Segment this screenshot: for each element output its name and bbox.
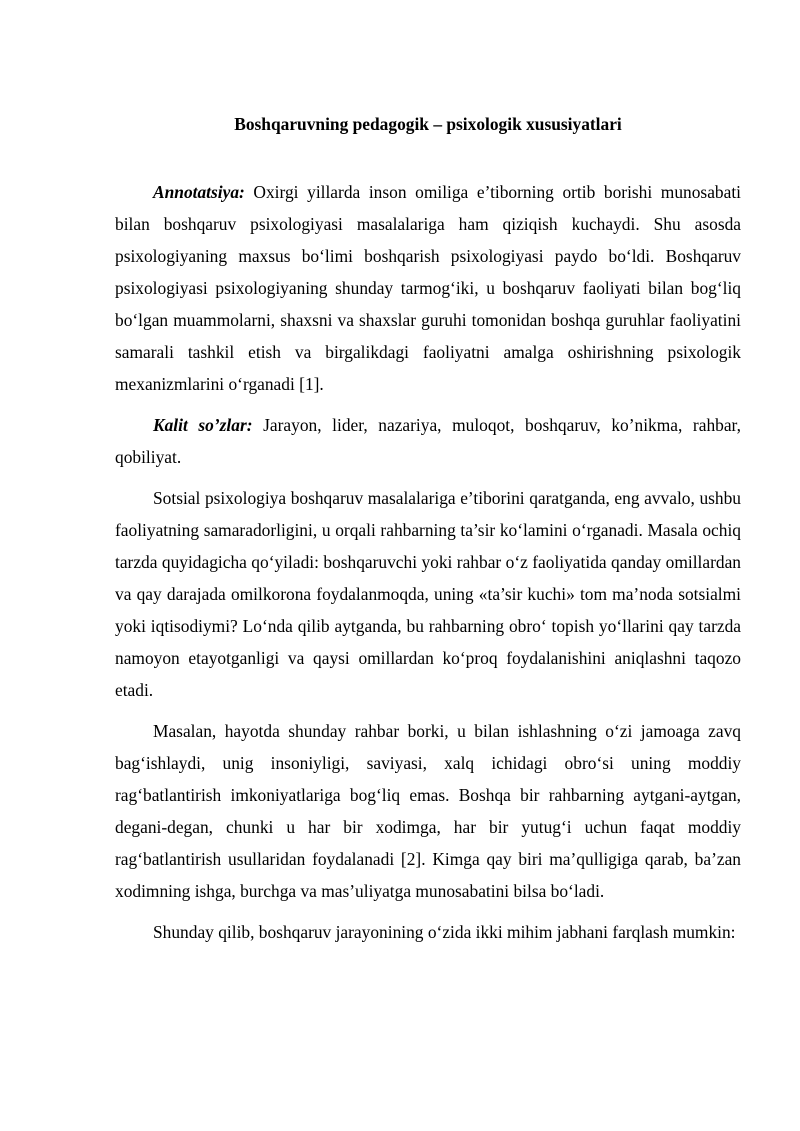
keywords-paragraph	[115, 409, 741, 473]
body-paragraph: Masalan, hayotda shunday rahbar borki, u bilan ishlashning o‘zi jamoaga zavq bag‘ishlaydi, unig insoniyligi, saviyasi, xalq ichidagi obro‘si uning moddiy rag‘batlantirish imkoniyatlariga bog‘liq emas. Boshqa bir rahbarning aytgani-aytgan, degani-degan, chunki u har bir xodimga, har bir yutug‘i uchun faqat moddiy rag‘batlantirish usullaridan foydalanadi [2]. Kimga qay biri ma’qulligiga qarab, ba’zan xodimning ishga, burchga va mas’uliyatga munosabatini bilsa bo‘ladi.	[115, 721, 741, 901]
annotation-text: Oxirgi yillarda inson omiliga e’tiborning ortib borishi munosabati bilan boshqaruv psixologiyasi masalalariga ham qiziqish kuchaydi. Shu asosda psixologiyaning maxsus bo‘limi boshqarish psixologiyasi paydo bo‘ldi. Boshqaruv psixologiyasi psixologiyaning shunday tarmog‘iki, u boshqaruv faoliyati bilan bog‘liq bo‘lgan muammolarni, shaxsni va shaxslar guruhi tomonidan boshqa guruhlar faoliyatini samarali tashkil etish va birgalikdagi faoliyatni amalga oshirishning psixologik mexanizmlarini o‘rganadi [1].	[115, 182, 741, 394]
annotation-paragraph	[115, 176, 741, 400]
annotation-label: Annotatsiya:	[153, 182, 245, 202]
body-paragraph: Shunday qilib, boshqaruv jarayonining o‘zida ikki mihim jabhani farqlash mumkin:	[153, 922, 736, 942]
keywords-label: Kalit so’zlar:	[153, 415, 253, 435]
document-title: Boshqaruvning pedagogik – psixologik xususiyatlari	[234, 114, 622, 134]
keywords-text: Jarayon, lider, nazariya, muloqot, boshqaruv, ko’nikma, rahbar, qobiliyat.	[115, 415, 741, 467]
body-paragraph: Sotsial psixologiya boshqaruv masalalariga e’tiborini qaratganda, eng avvalo, ushbu faoliyatning samaradorligini, u orqali rahbarning ta’sir ko‘lamini o‘rganadi. Masala ochiq tarzda quyidagicha qo‘yiladi: boshqaruvchi yoki rahbar o‘z faoliyatida qanday omillardan va qay darajada omilkorona foydalanmoqda, uning «ta’sir kuchi» tom ma’noda sotsialmi yoki iqtisodiymi? Lo‘nda qilib aytganda, bu rahbarning obro‘ topish yo‘llarini qay tarzda namoyon etayotganligi va qaysi omillardan ko‘proq foydalanishini aniqlashni taqozo etadi.	[115, 488, 741, 700]
document-body	[115, 176, 741, 957]
